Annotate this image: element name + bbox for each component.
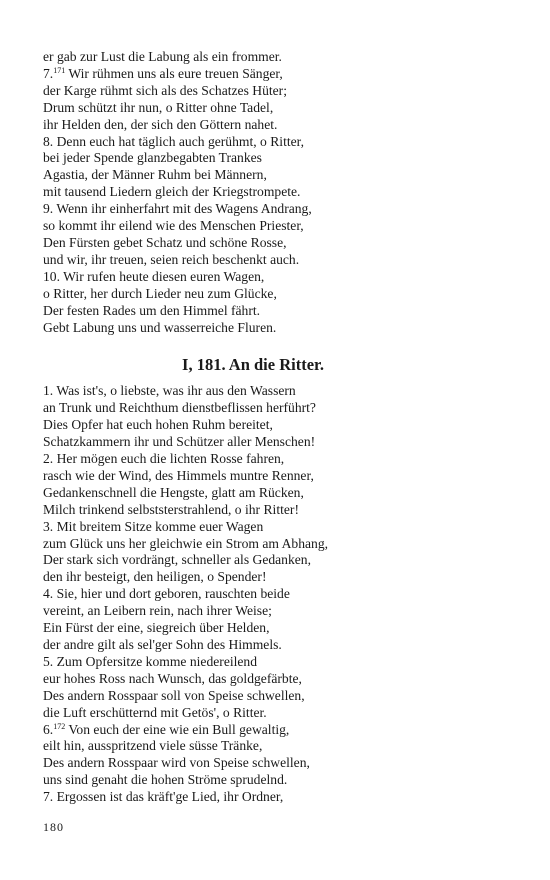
- verse-text: Agastia, der Männer Ruhm bei Männern,: [43, 167, 267, 183]
- verse-text: Den Fürsten gebet Schatz und schöne Rosse,: [43, 234, 287, 250]
- page-number: 180: [43, 820, 64, 834]
- verse-line: [43, 150, 383, 167]
- verse-line: [43, 789, 383, 806]
- verse-line: [43, 235, 383, 252]
- verse-text: Von euch der eine wie ein Bull gewaltig,: [65, 721, 290, 737]
- verse-text: 4. Sie, hier und dort geboren, rauschten beide: [43, 586, 290, 602]
- verse-line: [43, 552, 383, 569]
- verse-line: [43, 485, 383, 502]
- verse-line: [43, 303, 383, 320]
- verse-line: [43, 83, 383, 100]
- verse-text: der andre gilt als sel'ger Sohn des Himmels.: [43, 637, 282, 652]
- verse-text: uns sind genaht die hohen Ströme sprudelnd.: [43, 772, 288, 788]
- verse-line: [43, 468, 383, 485]
- verse-text: den ihr besteigt, den heiligen, o Spender!: [43, 569, 267, 585]
- verse-line: [43, 100, 383, 117]
- verse-line: [43, 688, 383, 705]
- verse-line: [43, 603, 383, 620]
- verse-line: [43, 654, 383, 671]
- verse-text: Milch trinkend selbststerstrahlend, o ihr Ritter!: [43, 501, 299, 517]
- verse-text: bei jeder Spende glanzbegabten Trankes: [43, 150, 262, 166]
- verse-line: [43, 417, 383, 434]
- verse-text: mit tausend Liedern gleich der Kriegstrompete.: [43, 184, 301, 200]
- verse-text: an Trunk und Reichthum dienstbeflissen herführt?: [43, 400, 316, 416]
- verse-line: [43, 66, 383, 83]
- verse-line: [43, 134, 383, 151]
- verse-text: Der stark sich vordrängt, schneller als Gedanken,: [43, 552, 312, 568]
- verse-text: 5. Zum Opfersitze komme niedereilend: [43, 653, 258, 669]
- verse-line: [43, 286, 383, 303]
- verse-text: eur hohes Ross nach Wunsch, das goldgefärbte,: [43, 670, 302, 686]
- verse-line: [43, 755, 383, 772]
- verse-text: Der festen Rades um den Himmel fährt.: [43, 302, 261, 318]
- verse-text: er gab zur Lust die Labung als ein frommer.: [43, 49, 282, 64]
- verse-text: die Luft erschütternd mit Getös', o Ritter.: [43, 704, 267, 720]
- footnote-marker: 172: [53, 721, 66, 731]
- verse-text: eilt hin, ausspritzend viele süsse Tränke,: [43, 738, 263, 754]
- verse-text: o Ritter, her durch Lieder neu zum Glücke,: [43, 285, 277, 301]
- verse-text: 9. Wenn ihr einherfahrt mit des Wagens Andrang,: [43, 201, 312, 217]
- verse-text: ihr Helden den, der sich den Göttern nahet.: [43, 116, 278, 132]
- verse-line: [43, 620, 383, 637]
- verse-block-continued: [43, 49, 383, 336]
- verse-text: so kommt ihr eilend wie des Menschen Priester,: [43, 218, 304, 234]
- verse-text: 7. Ergossen ist das kräft'ge Lied, ihr Ordner,: [43, 789, 284, 805]
- verse-text: Ein Fürst der eine, siegreich über Helden,: [43, 620, 270, 636]
- verse-line: [43, 536, 383, 553]
- verse-line: [43, 269, 383, 286]
- verse-line: [43, 671, 383, 688]
- verse-text: Schatzkammern ihr und Schützer aller Menschen!: [43, 434, 316, 450]
- verse-line: [43, 434, 383, 451]
- verse-line: [43, 184, 383, 201]
- verse-line: [43, 201, 383, 218]
- verse-text: Dies Opfer hat euch hohen Ruhm bereitet,: [43, 417, 273, 433]
- verse-text: Des andern Rosspaar soll von Speise schwellen,: [43, 687, 305, 703]
- verse-line: [43, 586, 383, 603]
- verse-line: [43, 400, 383, 417]
- verse-line: [43, 252, 383, 269]
- verse-text: rasch wie der Wind, des Himmels muntre Renner,: [43, 467, 314, 483]
- footnote-marker: 171: [53, 65, 66, 75]
- page-body: [43, 49, 383, 806]
- verse-number: 6.: [43, 721, 54, 737]
- verse-text: 2. Her mögen euch die lichten Rosse fahren,: [43, 451, 285, 467]
- verse-line: [43, 569, 383, 586]
- verse-text: Gebt Labung uns und wasserreiche Fluren.: [43, 319, 277, 335]
- verse-text: Gedankenschnell die Hengste, glatt am Rücken,: [43, 484, 304, 500]
- verse-line: [43, 49, 383, 66]
- verse-text: der Karge rühmt sich als des Schatzes Hüter;: [43, 82, 287, 98]
- hymn-heading: I, 181. An die Ritter.: [182, 355, 324, 375]
- verse-block-hymn: [43, 383, 383, 806]
- verse-line: [43, 451, 383, 468]
- verse-text: 8. Denn euch hat täglich auch gerühmt, o Ritter,: [43, 133, 305, 149]
- verse-line: [43, 738, 383, 755]
- verse-line: [43, 117, 383, 134]
- verse-text: Drum schützt ihr nun, o Ritter ohne Tadel,: [43, 99, 274, 115]
- verse-text: Wir rühmen uns als eure treuen Sänger,: [65, 65, 283, 81]
- verse-number: 7.: [43, 65, 54, 81]
- verse-text: und wir, ihr treuen, seien reich beschenkt auch.: [43, 251, 300, 267]
- verse-line: [43, 218, 383, 235]
- verse-line: [43, 722, 383, 739]
- verse-text: vereint, an Leibern rein, nach ihrer Weise;: [43, 603, 272, 619]
- verse-text: 1. Was ist's, o liebste, was ihr aus den Wassern: [43, 383, 296, 399]
- verse-line: [43, 320, 383, 337]
- verse-text: zum Glück uns her gleichwie ein Strom am Abhang,: [43, 535, 329, 551]
- verse-line: [43, 167, 383, 184]
- verse-line: [43, 772, 383, 789]
- verse-line: [43, 383, 383, 400]
- verse-line: [43, 637, 383, 654]
- verse-text: 10. Wir rufen heute diesen euren Wagen,: [43, 268, 265, 284]
- verse-line: [43, 502, 383, 519]
- verse-line: [43, 705, 383, 722]
- verse-text: Des andern Rosspaar wird von Speise schwellen,: [43, 755, 310, 771]
- verse-text: 3. Mit breitem Sitze komme euer Wagen: [43, 518, 264, 534]
- verse-line: [43, 519, 383, 536]
